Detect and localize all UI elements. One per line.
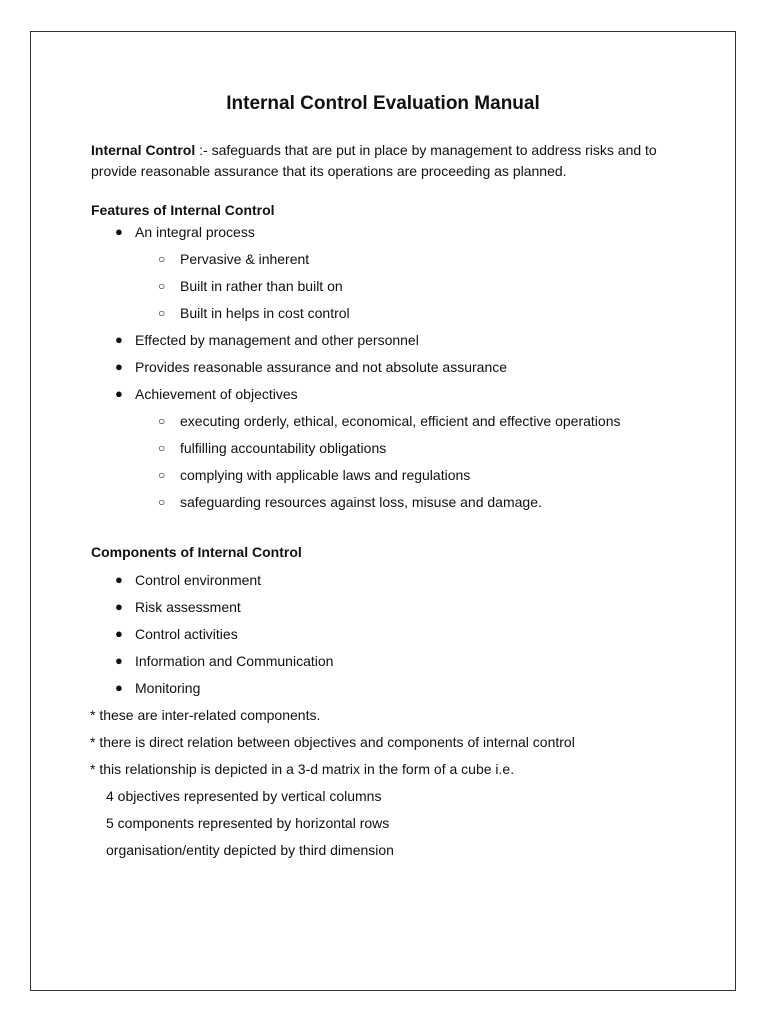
sub-note-line: organisation/entity depicted by third dimension <box>106 842 394 858</box>
list-item-text: Information and Communication <box>135 653 334 669</box>
list-item-text: executing orderly, ethical, economical, efficient and effective operations <box>180 413 621 429</box>
list-item <box>31 679 735 706</box>
list-item-text: Monitoring <box>135 680 201 696</box>
list-item-text: fulfilling accountability obligations <box>180 440 387 456</box>
list-item-text: Pervasive & inherent <box>180 251 310 267</box>
list-item-text: Control environment <box>135 572 262 588</box>
list-item <box>31 250 735 277</box>
definition-text: :- safeguards that are put in place by management to address risks and to provide reasonable assurance that its operations are proceeding as planned. <box>91 142 657 179</box>
hollow-bullet-icon: ○ <box>158 306 166 320</box>
sub-note-line: 4 objectives represented by vertical columns <box>106 788 382 804</box>
components-list <box>31 571 735 706</box>
filled-bullet-icon: ● <box>115 599 123 614</box>
filled-bullet-icon: ● <box>115 224 123 239</box>
document-title: Internal Control Evaluation Manual <box>226 93 540 114</box>
note-line: * these are inter-related components. <box>90 707 321 723</box>
sub-note-line: 5 components represented by horizontal rows <box>106 815 390 831</box>
list-item-text: Built in rather than built on <box>180 278 343 294</box>
filled-bullet-icon: ● <box>115 386 123 401</box>
list-item <box>31 331 735 358</box>
list-item <box>31 358 735 385</box>
hollow-bullet-icon: ○ <box>158 495 166 509</box>
list-item-text: Built in helps in cost control <box>180 305 350 321</box>
list-item-text: Effected by management and other personnel <box>135 332 419 348</box>
note-line: * this relationship is depicted in a 3-d matrix in the form of a cube i.e. <box>90 761 515 777</box>
filled-bullet-icon: ● <box>115 680 123 695</box>
filled-bullet-icon: ● <box>115 626 123 641</box>
list-item-text: Control activities <box>135 626 238 642</box>
list-item-text: Risk assessment <box>135 599 241 615</box>
definition-term: Internal Control <box>91 142 196 158</box>
filled-bullet-icon: ● <box>115 653 123 668</box>
list-item-text: Achievement of objectives <box>135 386 298 402</box>
hollow-bullet-icon: ○ <box>158 252 166 266</box>
features-list <box>31 223 735 520</box>
components-heading: Components of Internal Control <box>91 544 302 560</box>
list-item-text: An integral process <box>135 224 255 240</box>
list-item <box>31 439 735 466</box>
notes-section <box>90 706 710 868</box>
filled-bullet-icon: ● <box>115 359 123 374</box>
list-item-text: safeguarding resources against loss, misuse and damage. <box>180 494 542 510</box>
filled-bullet-icon: ● <box>115 332 123 347</box>
list-item <box>31 385 735 412</box>
filled-bullet-icon: ● <box>115 572 123 587</box>
hollow-bullet-icon: ○ <box>158 468 166 482</box>
hollow-bullet-icon: ○ <box>158 414 166 428</box>
hollow-bullet-icon: ○ <box>158 441 166 455</box>
document-page <box>30 31 736 991</box>
list-item <box>31 412 735 439</box>
list-item <box>31 304 735 331</box>
list-item <box>31 652 735 679</box>
features-heading: Features of Internal Control <box>91 202 275 218</box>
list-item <box>31 625 735 652</box>
list-item-text: Provides reasonable assurance and not absolute assurance <box>135 359 508 375</box>
note-line: * there is direct relation between objectives and components of internal control <box>90 734 575 750</box>
list-item <box>31 466 735 493</box>
list-item <box>31 277 735 304</box>
list-item-text: complying with applicable laws and regulations <box>180 467 471 483</box>
definition-paragraph <box>91 140 691 182</box>
list-item <box>31 223 735 250</box>
list-item <box>31 571 735 598</box>
list-item <box>31 598 735 625</box>
hollow-bullet-icon: ○ <box>158 279 166 293</box>
list-item <box>31 493 735 520</box>
